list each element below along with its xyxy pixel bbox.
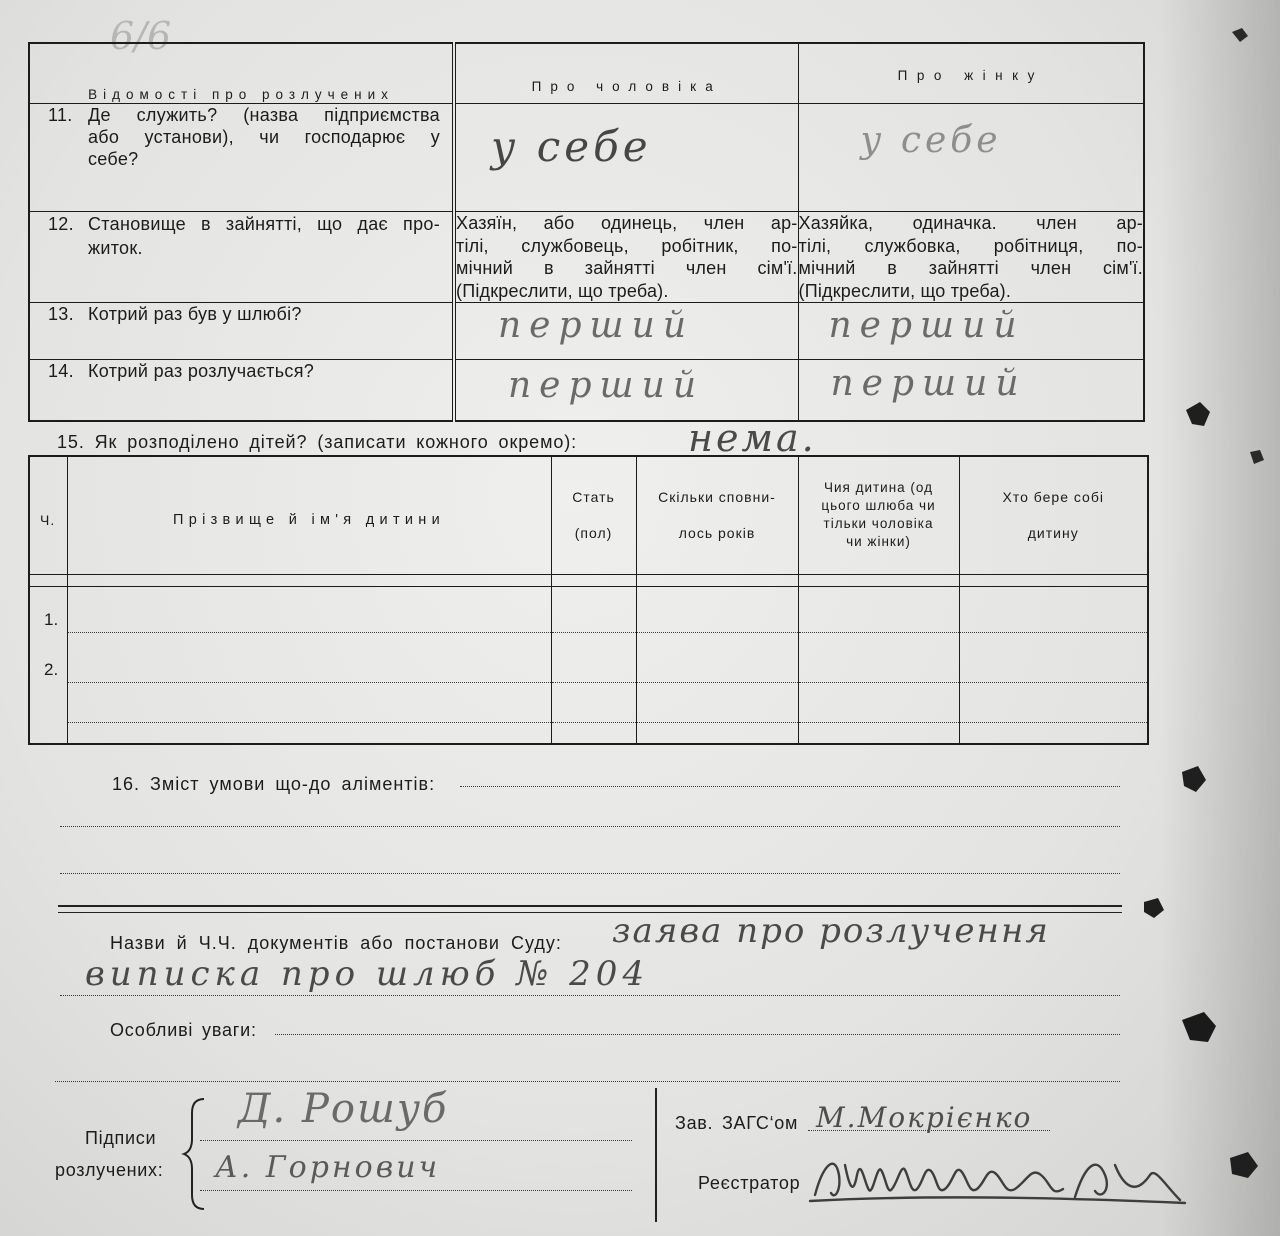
child-age-cell [636, 682, 798, 722]
answer-14-wife-cell [798, 360, 1144, 421]
header-child-name: Прізвище й ім'я дитини [67, 456, 551, 574]
table-header-row [29, 43, 1144, 104]
registrar-label: Реєстратор [698, 1173, 801, 1193]
option-line: Хазяйка, одиначка. член ар- [798, 213, 1143, 233]
page-edge-damage [1120, 0, 1280, 1236]
alimony-fill-line [460, 786, 1120, 787]
answer-14-husband: перший [508, 365, 705, 406]
answer-13-husband: перший [498, 305, 695, 346]
header-wife: Про жінку [798, 43, 1144, 104]
header-line: тільки чоловіка [823, 516, 934, 532]
table-row [29, 632, 1148, 682]
answer-14-husband-cell [454, 360, 798, 421]
row-number: 2. [29, 632, 67, 682]
header-divorcee-info: Відомості про розлучених [29, 43, 454, 104]
header-line: Хто бере собі [1002, 489, 1104, 506]
alimony-fill-line [60, 873, 1120, 874]
child-sex-cell [551, 586, 636, 632]
answer-14-wife: перший [830, 363, 1027, 404]
option-line: Хазяїн, або одинець, член ар- [456, 213, 798, 233]
table-row [29, 682, 1148, 722]
option-line: тілі, службовець, робітник, по- [456, 235, 798, 256]
header-separator [29, 574, 1148, 586]
document-entry: заява про розлучення [612, 911, 1050, 951]
option-line: мічний в зайнятті член сім'ї. [798, 258, 1143, 278]
header-line: Чия дитина (од [823, 480, 934, 496]
question-15: 15. Як розподілено дітей? (записати кожного окремо): [57, 432, 578, 452]
notes-fill-line [55, 1081, 1120, 1082]
question-line: або установи), чи господарює у [88, 127, 440, 147]
child-sex-cell [551, 682, 636, 722]
child-whose-cell [798, 586, 959, 632]
child-name-cell [67, 682, 551, 722]
header-number: Ч. [29, 456, 67, 574]
question-line: Становище в зайнятті, що дає про- [88, 214, 440, 234]
child-name-cell [67, 586, 551, 632]
header-line: Скільки сповни- [658, 489, 776, 506]
answer-11-husband-cell [454, 104, 798, 212]
question-line: Котрий раз був у шлюбі? [88, 304, 302, 324]
row-number: 1. [29, 586, 67, 632]
answer-13-wife-cell [798, 303, 1144, 360]
documents-label: Назви й Ч.Ч. документів або постанови Суду: [110, 933, 562, 953]
answer-11-husband: у себе [491, 122, 652, 171]
option-line: (Підкреслити, що треба). [456, 280, 669, 301]
signature-line [200, 1140, 632, 1141]
header-line: чи жінки) [846, 534, 911, 550]
registry-head-signature: М.Мокрієнко [816, 1101, 1033, 1134]
question-number: 13. [48, 304, 74, 324]
signature-line [200, 1190, 632, 1191]
child-name-cell [67, 632, 551, 682]
question-line: житок. [88, 238, 143, 258]
question-line: Котрий раз розлучається? [88, 361, 315, 381]
table-row [29, 104, 1144, 212]
child-whose-cell [798, 632, 959, 682]
child-whose-cell [798, 682, 959, 722]
header-age [636, 456, 798, 574]
header-line: (пол) [574, 525, 613, 542]
option-line: тілі, службовка, робітниця, по- [798, 235, 1143, 256]
children-header-row [29, 456, 1148, 574]
divorcee-signature: Д. Рошуб [238, 1086, 449, 1132]
answer-11-wife-cell [798, 104, 1144, 212]
notes-fill-line [275, 1034, 1120, 1035]
document-entry: виписка про шлюб № 204 [85, 954, 650, 994]
answer-15: нема. [688, 416, 817, 460]
header-husband: Про чоловіка [454, 43, 798, 104]
header-sex [551, 456, 636, 574]
question-number: 14. [48, 361, 74, 381]
table-row [29, 722, 1148, 744]
question-14 [29, 360, 454, 421]
divorcee-info-table [28, 42, 1145, 422]
alimony-fill-line [60, 826, 1120, 827]
alimony-label: 16. Зміст умови що-до аліментів: [112, 774, 436, 794]
table-row [29, 303, 1144, 360]
question-13 [29, 303, 454, 360]
answer-12-wife-options [798, 212, 1144, 303]
notes-label: Особливі уваги: [110, 1020, 257, 1040]
documents-fill-line [60, 995, 1120, 996]
question-line: Де служить? (назва підприємства [88, 105, 440, 125]
header-line: Стать [572, 489, 615, 506]
table-row [29, 360, 1144, 421]
question-number: 12. [48, 214, 74, 234]
page-number-note: 6/6 [110, 14, 172, 58]
answer-12-husband-options [454, 212, 798, 303]
question-line: себе? [88, 149, 139, 169]
header-line: цього шлюба чи [821, 498, 936, 514]
registry-head-label: Зав. ЗАГС‘ом [675, 1113, 799, 1133]
header-whose-child [798, 456, 959, 574]
question-12 [29, 212, 454, 303]
child-sex-cell [551, 632, 636, 682]
answer-13-wife: перший [828, 305, 1025, 346]
signatures-label: розлучених: [55, 1160, 164, 1180]
question-number: 11. [48, 105, 73, 125]
option-line: мічний в зайнятті член сім'ї. [456, 258, 798, 278]
table-row [29, 212, 1144, 303]
children-table [28, 455, 1149, 745]
question-11 [29, 104, 454, 212]
child-age-cell [636, 586, 798, 632]
header-line: лось років [678, 525, 756, 542]
brace-icon [180, 1095, 210, 1215]
header-line: дитину [1027, 525, 1079, 542]
divorcee-signature: А. Горнович [215, 1150, 441, 1185]
signatures-label: Підписи [85, 1128, 157, 1148]
answer-11-wife: у себе [860, 120, 1002, 161]
table-row [29, 586, 1148, 632]
option-line: (Підкреслити, що треба). [798, 280, 1012, 301]
child-age-cell [636, 632, 798, 682]
signature-divider [655, 1088, 657, 1222]
answer-13-husband-cell [454, 303, 798, 360]
